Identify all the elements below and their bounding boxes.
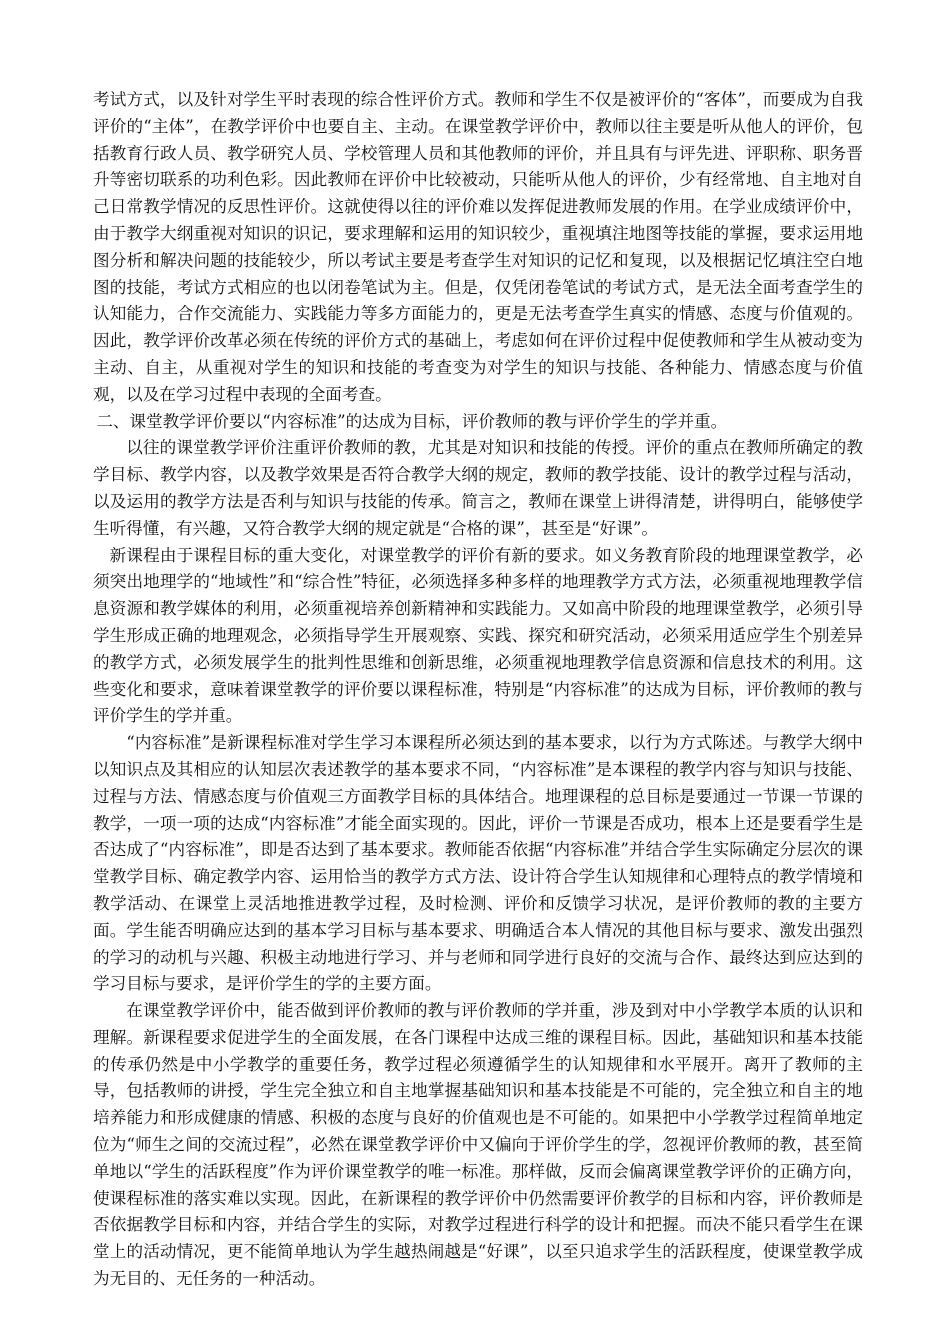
- paragraph-continued: 考试方式，以及针对学生平时表现的综合性评价方式。教师和学生不仅是被评价的“客体”，而要成为自我评价的“主体”，在教学评价中也要自主、主动。在课堂教学评价中，教师以往主要是听从他人的评价，包括教育行政人员、教学研究人员、学校管理人员和其他教师的评价，并且具有与评先进、评职称、职务晋升等密切联系的功利色彩。因此教师在评价中比较被动，只能听从他人的评价，少有经常地、自主地对自己日常教学情况的反思性评价。这就使得以往的评价难以发挥促进教师发展的作用。在学业成绩评价中，由于教学大纲重视对知识的识记，要求理解和运用的知识较少，重视填注地图等技能的掌握，要求运用地图分析和解决问题的技能较少，所以考试主要是考查学生对知识的记忆和复现，以及根据记忆填注空白地图的技能，考试方式相应的也以闭卷笔试为主。但是，仅凭闭卷笔试的考试方式，是无法全面考查学生的认知能力，合作交流能力、实践能力等多方面能力的，更是无法考查学生真实的情感、态度与价值观的。因此，教学评价改革必须在传统的评价方式的基础上，考虑如何在评价过程中促使教师和学生从被动变为主动、自主，从重视对学生的知识和技能的考查变为对学生的知识与技能、各种能力、情感态度与价值观，以及在学习过程中表现的全面考查。: [93, 90, 863, 404]
- paragraph: 在课堂教学评价中，能否做到评价教师的教与评价教师的学并重，涉及到对中小学教学本质的认识和理解。新课程要求促进学生的全面发展，在各门课程中达成三维的课程目标。因此，基础知识和基本技能的传承仍然是中小学教学的重要任务，教学过程必须遵循学生的认知规律和水平展开。离开了教师的主导，包括教师的讲授，学生完全独立和自主地掌握基础知识和基本技能是不可能的，完全独立和自主的地培养能力和形成健康的情感、积极的态度与良好的价值观也是不可能的。如果把中小学教学过程简单地定位为“师生之间的交流过程”，必然在课堂教学评价中又偏向于评价学生的学，忽视评价教师的教，甚至简单地以“学生的活跃程度”作为评价课堂教学的唯一标准。那样做，反而会偏离课堂教学评价的正确方向，使课程标准的落实难以实现。因此，在新课程的教学评价中仍然需要评价教学的目标和内容，评价教师是否依据教学目标和内容，并结合学生的实际，对教学过程进行科学的设计和把握。而决不能只看学生在课堂上的活动情况，更不能简单地认为学生越热闹越是“好课”，以至只追求学生的活跃程度，使课堂教学成为无目的、无任务的一种活动。: [93, 1001, 863, 1289]
- paragraph: 以往的课堂教学评价注重评价教师的教，尤其是对知识和技能的传授。评价的重点在教师所确定的教学目标、教学内容，以及教学效果是否符合教学大纲的规定，教师的教学技能、设计的教学过程与活动，以及运用的教学方法是否利与知识与技能的传承。简言之，教师在课堂上讲得清楚，讲得明白，能够使学生听得懂，有兴趣，又符合教学大纲的规定就是“合格的课”，甚至是“好课”。: [93, 438, 863, 538]
- document-page: [93, 87, 863, 1293]
- section-heading: 二、课堂教学评价要以“内容标准”的达成为目标，评价教师的教与评价学生的学并重。: [96, 411, 728, 431]
- paragraph: 新课程由于课程目标的重大变化，对课堂教学的评价有新的要求。如义务教育阶段的地理课堂教学，必须突出地理学的“地域性”和“综合性”特征，必须选择多种多样的地理教学方式方法，必须重视地理教学信息资源和教学媒体的利用，必须重视培养创新精神和实践能力。又如高中阶段的地理课堂教学，必须引导学生形成正确的地理观念，必须指导学生开展观察、实践、探究和研究活动，必须采用适应学生个别差异的教学方式，必须发展学生的批判性思维和创新思维，必须重视地理教学信息资源和信息技术的利用。这些变化和要求，意味着课堂教学的评价要以课程标准，特别是“内容标准”的达成为目标，评价教师的教与评价学生的学并重。: [93, 545, 863, 726]
- paragraph: “内容标准”是新课程标准对学生学习本课程所必须达到的基本要求，以行为方式陈述。与教学大纲中以知识点及其相应的认知层次表述教学的基本要求不同，“内容标准”是本课程的教学内容与知识与技能、过程与方法、情感态度与价值观三方面教学目标的具体结合。地理课程的总目标是要通过一节课一节课的教学，一项一项的达成“内容标准”才能全面实现的。因此，评价一节课是否成功，根本上还是要看学生是否达成了“内容标准”，即是否达到了基本要求。教师能否依据“内容标准”并结合学生实际确定分层次的课堂教学目标、确定教学内容、运用恰当的教学方式方法、设计符合学生认知规律和心理特点的教学情境和教学活动、在课堂上灵活地推进教学过程，及时检测、评价和反馈学习状况，是评价教师的教的主要方面。学生能否明确应达到的基本学习目标与基本要求、明确适合本人情况的其他目标与要求、激发出强烈的学习的动机与兴趣、积极主动地进行学习、并与老师和同学进行良好的交流与合作、最终达到应达到的学习目标与要求，是评价学生的学的主要方面。: [93, 733, 863, 994]
